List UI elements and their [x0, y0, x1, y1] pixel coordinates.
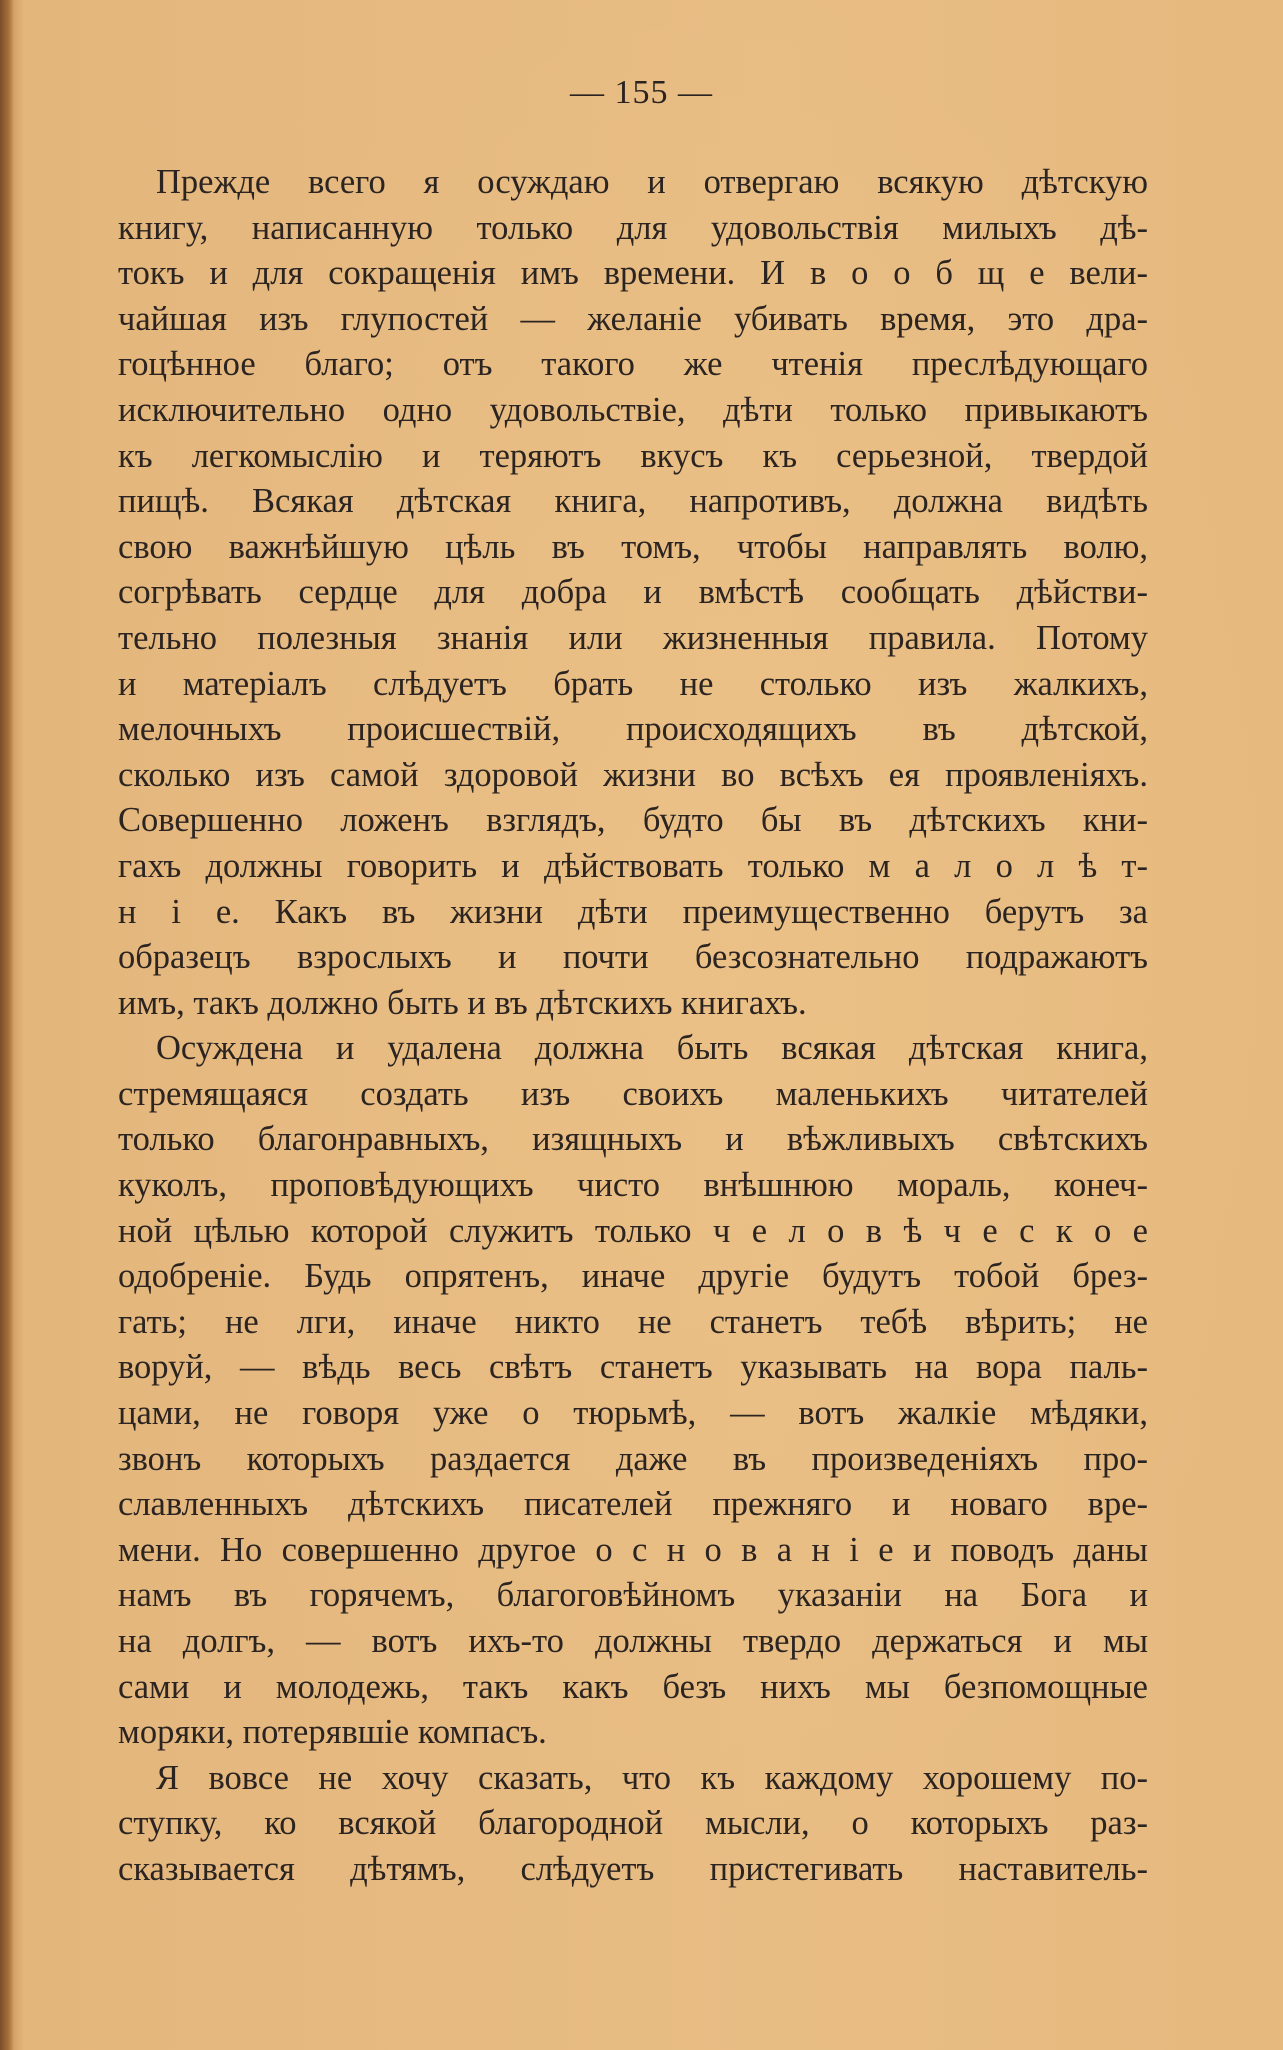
text-line: къ легкомыслію и теряютъ вкусъ къ серьезной, твердой: [118, 436, 1148, 475]
text-line: Совершенно ложенъ взглядъ, будто бы въ дѣтскихъ кни-: [118, 801, 1148, 840]
paragraph-2: [118, 1026, 1148, 1756]
text-line: на долгъ, — вотъ ихъ-то должны твердо держаться и мы: [118, 1622, 1148, 1660]
text-line: гахъ должны говорить и дѣйствовать только м а л о л ѣ т-: [118, 846, 1148, 885]
text-line: имъ, такъ должно быть и въ дѣтскихъ книгахъ.: [118, 983, 807, 1022]
text-line: тельно полезныя знанія или жизненныя правила. Потому: [118, 618, 1148, 657]
text-line: сами и молодежь, такъ какъ безъ нихъ мы безпомощные: [118, 1667, 1148, 1706]
text-line: гоцѣнное благо; отъ такого же чтенія преслѣдующаго: [118, 345, 1148, 384]
text-line: сказывается дѣтямъ, слѣдуетъ пристегивать наставитель-: [118, 1849, 1148, 1888]
text-line: гать; не лги, иначе никто не станетъ тебѣ вѣрить; не: [118, 1302, 1148, 1341]
text-line: мени. Но совершенно другое о с н о в а н і е и поводъ даны: [118, 1530, 1148, 1569]
body-text: [118, 160, 1148, 1893]
text-line: славленныхъ дѣтскихъ писателей прежняго и новаго вре-: [118, 1485, 1148, 1524]
text-line: ной цѣлью которой служитъ только ч е л о в ѣ ч е с к о е: [118, 1211, 1148, 1250]
text-line: образецъ взрослыхъ и почти безсознательно подражаютъ: [118, 938, 1148, 977]
text-line: стремящаяся создать изъ своихъ маленькихъ читателей: [118, 1074, 1148, 1113]
text-line: согрѣвать сердце для добра и вмѣстѣ сообщать дѣйстви-: [118, 573, 1148, 612]
text-line: н і е. Какъ въ жизни дѣти преимущественно берутъ за: [118, 892, 1148, 931]
text-line: пищѣ. Всякая дѣтская книга, напротивъ, должна видѣть: [118, 482, 1148, 521]
text-line: цами, не говоря уже о тюрьмѣ, — вотъ жалкіе мѣдяки,: [118, 1394, 1148, 1433]
text-line: намъ въ горячемъ, благоговѣйномъ указаніи на Бога и: [118, 1576, 1148, 1615]
text-line: токъ и для сокращенія имъ времени. И в о о б щ е вели-: [118, 254, 1148, 293]
text-line: исключительно одно удовольствіе, дѣти только привыкаютъ: [118, 390, 1148, 429]
text-line: свою важнѣйшую цѣль въ томъ, чтобы направлять волю,: [118, 527, 1148, 566]
text-line: книгу, написанную только для удовольствія милыхъ дѣ-: [118, 208, 1148, 247]
text-line: куколъ, проповѣдующихъ чисто внѣшнюю мораль, конеч-: [118, 1166, 1148, 1205]
paragraph-1: [118, 160, 1148, 1026]
text-line: одобреніе. Будь опрятенъ, иначе другіе будутъ тобой брез-: [118, 1257, 1148, 1296]
text-line: мелочныхъ происшествій, происходящихъ въ дѣтской,: [118, 710, 1148, 749]
text-line: Прежде всего я осуждаю и отвергаю всякую дѣтскую: [156, 163, 1148, 201]
paragraph-3: [118, 1756, 1148, 1893]
text-line: Осуждена и удалена должна быть всякая дѣтская книга,: [156, 1029, 1148, 1068]
page-number: — 155 —: [570, 74, 713, 111]
text-line: Я вовсе не хочу сказать, что къ каждому хорошему по-: [156, 1758, 1148, 1797]
text-line: сколько изъ самой здоровой жизни во всѣхъ ея проявленіяхъ.: [118, 755, 1148, 794]
text-line: воруй, — вѣдь весь свѣтъ станетъ указывать на вора паль-: [118, 1348, 1148, 1387]
text-line: ступку, ко всякой благородной мысли, о которыхъ раз-: [118, 1804, 1148, 1843]
text-line: звонъ которыхъ раздается даже въ произведеніяхъ про-: [118, 1439, 1148, 1478]
page-spine-shadow: [0, 0, 14, 2050]
text-line: моряки, потерявшіе компасъ.: [118, 1713, 547, 1752]
text-line: чайшая изъ глупостей — желаніе убивать время, это дра-: [118, 299, 1148, 338]
text-line: только благонравныхъ, изящныхъ и вѣжливыхъ свѣтскихъ: [118, 1120, 1148, 1159]
text-line: и матеріалъ слѣдуетъ брать не столько изъ жалкихъ,: [118, 664, 1148, 703]
